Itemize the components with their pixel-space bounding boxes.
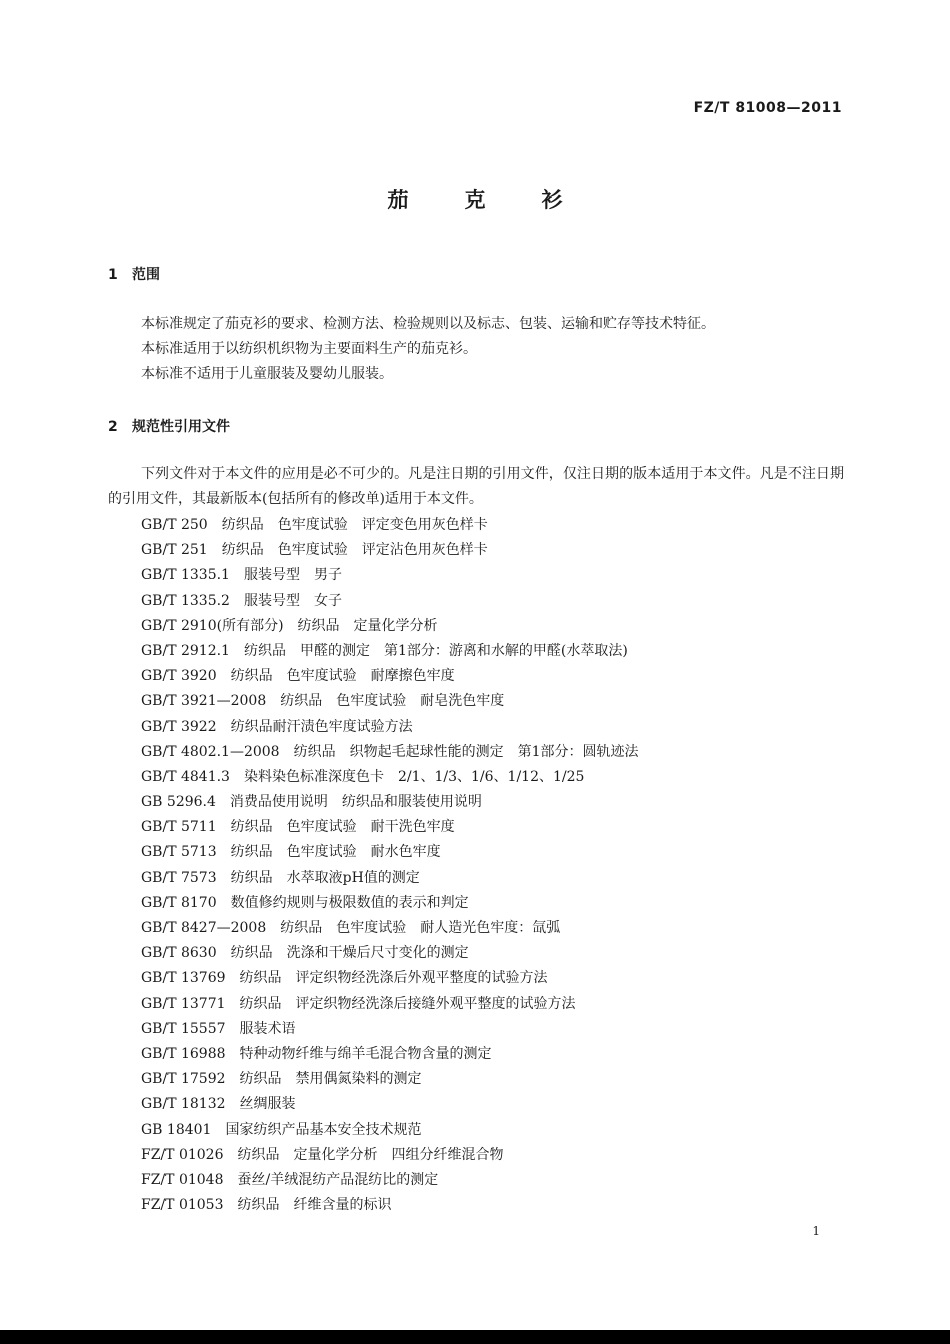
standard-number: FZ/T 81008—2011 [693,100,842,116]
reference-item: FZ/T 01026 纺织品 定量化学分析 四组分纤维混合物 [141,1146,504,1163]
page-number: 1 [812,1224,820,1238]
reference-item: GB/T 3920 纺织品 色牢度试验 耐摩擦色牢度 [141,668,455,685]
reference-item: GB/T 1335.1 服装号型 男子 [141,567,342,584]
reference-item: GB/T 1335.2 服装号型 女子 [141,592,342,609]
title-char: 克 [464,188,486,212]
title-char: 衫 [541,188,563,212]
section-number: 1 [108,267,118,283]
section-heading-scope [108,264,160,284]
reference-item: GB/T 8427—2008 纺织品 色牢度试验 耐人造光色牢度：氙弧 [141,920,561,936]
section-title: 规范性引用文件 [132,419,230,435]
scope-paragraph: 本标准不适用于儿童服装及婴幼儿服装。 [141,366,393,382]
reference-list [141,513,851,1218]
reference-item: GB/T 251 纺织品 色牢度试验 评定沾色用灰色样卡 [141,542,488,559]
reference-item: GB/T 5713 纺织品 色牢度试验 耐水色牢度 [141,844,441,861]
reference-item: GB/T 7573 纺织品 水萃取液pH值的测定 [141,869,420,886]
title-char: 茄 [387,188,409,212]
reference-item: GB/T 17592 纺织品 禁用偶氮染料的测定 [141,1071,422,1088]
reference-item: GB/T 18132 丝绸服装 [141,1096,296,1113]
reference-item: GB/T 13771 纺织品 评定织物经洗涤后接缝外观平整度的试验方法 [141,995,576,1012]
reference-item: GB/T 8170 数值修约规则与极限数值的表示和判定 [141,894,469,911]
reference-item: GB/T 16988 特种动物纤维与绵羊毛混合物含量的测定 [141,1045,492,1062]
reference-item: GB/T 250 纺织品 色牢度试验 评定变色用灰色样卡 [141,517,488,533]
reference-item: GB/T 4802.1—2008 纺织品 织物起毛起球性能的测定 第1部分：圆轨迹法 [141,743,639,760]
reference-item: GB/T 3922 纺织品耐汗渍色牢度试验方法 [141,718,413,735]
section-heading-normative-references [108,416,230,436]
section-title: 范围 [132,267,160,283]
reference-item: GB/T 8630 纺织品 洗涤和干燥后尺寸变化的测定 [141,945,469,962]
document-title [0,184,950,214]
reference-item: GB 5296.4 消费品使用说明 纺织品和服装使用说明 [141,794,482,811]
scope-paragraph: 本标准适用于以纺织机织物为主要面料生产的茄克衫。 [141,341,477,357]
reference-item: GB/T 3921—2008 纺织品 色牢度试验 耐皂洗色牢度 [141,693,505,710]
reference-item: GB/T 15557 服装术语 [141,1020,296,1037]
scope-paragraph: 本标准规定了茄克衫的要求、检测方法、检验规则以及标志、包装、运输和贮存等技术特征。 [141,316,715,332]
reference-item: GB 18401 国家纺织产品基本安全技术规范 [141,1121,422,1138]
reference-item: GB/T 13769 纺织品 评定织物经洗涤后外观平整度的试验方法 [141,970,548,987]
reference-item: GB/T 2910(所有部分) 纺织品 定量化学分析 [141,617,438,634]
reference-item: GB/T 4841.3 染料染色标准深度色卡 2/1、1/3、1/6、1/12、1/25 [141,768,585,785]
reference-item: FZ/T 01053 纺织品 纤维含量的标识 [141,1197,392,1214]
reference-item: GB/T 2912.1 纺织品 甲醛的测定 第1部分：游离和水解的甲醛(水萃取法) [141,642,628,659]
references-intro: 下列文件对于本文件的应用是必不可少的。凡是注日期的引用文件，仅注日期的版本适用于本文件。凡是不注日期的引用文件，其最新版本(包括所有的修改单)适用于本文件。 [108,466,844,508]
section-number: 2 [108,419,118,435]
reference-item: GB/T 5711 纺织品 色牢度试验 耐干洗色牢度 [141,819,455,836]
bottom-border [0,1330,950,1344]
reference-item: FZ/T 01048 蚕丝/羊绒混纺产品混纺比的测定 [141,1171,439,1188]
